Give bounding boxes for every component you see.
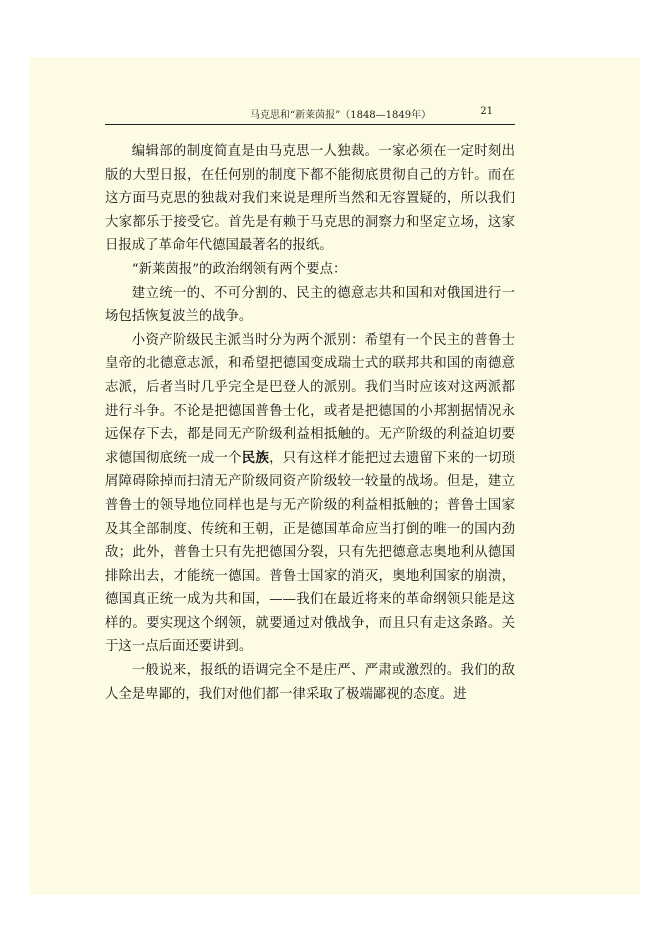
body-text xyxy=(105,140,515,706)
paragraph-4-after: ，只有这样才能把过去遗留下来的一切琐屑障碍除掉而扫清无产阶级同资产阶级较一较量的战场。但是，建立普鲁士的领导地位同样也是与无产阶级的利益相抵触的；普鲁士国家及其全部制度、传统和王朝，正是德国革命应当打倒的唯一的国内劲敌；此外，普鲁士只有先把德国分裂，只有先把德意志奥地利从德国排除出去，才能统一德国。普鲁士国家的消灭，奥地利国家的崩溃，德国真正统一成为共和国，——我们在最近将来的革命纲领只能是这样的。要实现这个纲领，就要通过对俄战争，而且只有走这条路。关于这一点后面还要讲到。 xyxy=(105,450,516,655)
paragraph-1: 编辑部的制度简直是由马克思一人独裁。一家必须在一定时刻出版的大型日报，在任何别的制度下都不能彻底贯彻自己的方针。而在这方面马克思的独裁对我们来说是理所当然和无容置疑的，所以我们大家都乐于接受它。首先是有赖于马克思的洞察力和坚定立场，这家日报成了革命年代德国最著名的报纸。 xyxy=(105,144,515,254)
paragraph-3: 建立统一的、不可分割的、民主的德意志共和国和对俄国进行一场包括恢复波兰的战争。 xyxy=(105,285,515,325)
header-title: 马克思和“新莱茵报”（1848—1849年） xyxy=(250,110,432,121)
emphasized-word: 民族 xyxy=(241,449,270,466)
paragraph-4 xyxy=(105,329,515,659)
paragraph-5: 一般说来，报纸的语调完全不是庄严、严肃或激烈的。我们的敌人全是卑鄙的，我们对他们都一律采取了极端鄙视的态度。进 xyxy=(105,663,515,702)
paragraph-4-before: 小资产阶级民主派当时分为两个派别：希望有一个民主的普鲁士皇帝的北德意志派，和希望把德国变成瑞士式的联邦共和国的南德意志派，后者当时几乎完全是巴登人的派别。我们当时应该对这两派都进行斗争。不论是把德国普鲁士化，或者是把德国的小邦割据情况永远保存下去，都是同无产阶级利益相抵触的。无产阶级的利益迫切要求德国彻底统一成一个 xyxy=(105,332,515,466)
running-header xyxy=(105,104,515,125)
paragraph-2: “新莱茵报”的政治纲领有两个要点： xyxy=(131,261,347,277)
page-number: 21 xyxy=(480,106,493,117)
